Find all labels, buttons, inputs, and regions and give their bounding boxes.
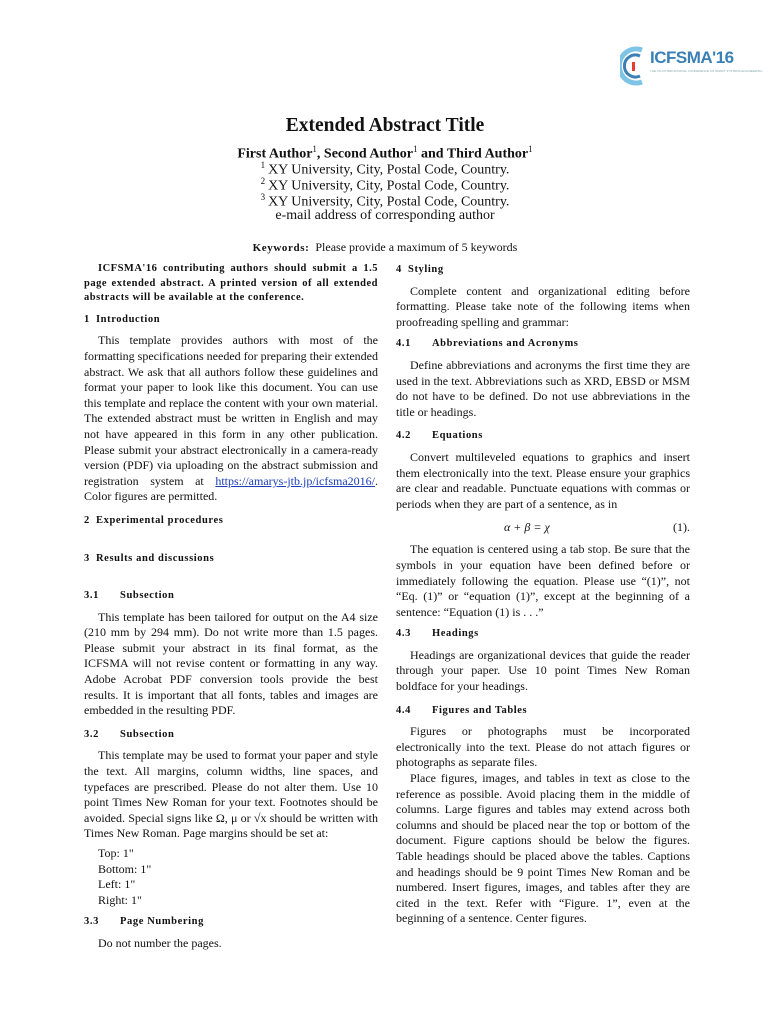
subsection-heading: 4.4 Figures and Tables — [396, 704, 528, 716]
section-paragraph: Complete content and organizational editing before formatting. Please take note of the following items when proofreading spelling and grammar: — [396, 283, 690, 329]
author-affil-sup: 1 — [413, 144, 418, 154]
subsection-paragraph: This template has been tailored for output on the A4 size (210 mm by 294 mm). Do not write more than 1.5 pages. Please submit your abstract in its final format, as the ICFSMA will not revise content or formatting in any way. Adobe Acrobat PDF conversion tools provide the best results. It is important that all fonts, tables and images are embedded in the resulting PDF. — [84, 609, 378, 718]
affiliation-sup: 2 — [260, 176, 266, 186]
subsection-paragraph: The equation is centered using a tab stop. Be sure that the symbols in your equation have been defined before or immediately following the equation. Please use “(1)”, not “Eq. (1)” or “equation (1)”, except at the beginning of a sentence: “Equation (1) is . . .” — [396, 542, 690, 619]
right-column — [396, 262, 690, 927]
author-separator: , — [316, 146, 324, 162]
subsection-heading: 3.1 Subsection — [84, 590, 175, 602]
section-heading: 3 Results and discussions — [84, 552, 215, 564]
keywords-text: Please provide a maximum of 5 keywords — [315, 240, 518, 254]
paper-title: Extended Abstract Title — [285, 115, 485, 136]
margin-item: Right: 1" — [98, 892, 142, 907]
subsection-heading: 3.3 Page Numbering — [84, 916, 204, 928]
subsection-heading: 4.3 Headings — [396, 628, 479, 640]
affiliation-text: XY University, City, Postal Code, Country. — [268, 178, 510, 194]
section-heading: 4 Styling — [396, 264, 444, 275]
logo-mark-icon — [620, 44, 650, 88]
logo-text: ICFSMA'16 — [650, 48, 734, 67]
author-separator: and — [417, 146, 447, 162]
equation-line — [396, 520, 690, 538]
margin-item: Bottom: 1" — [98, 861, 152, 876]
subsection-paragraph: Place figures, images, and tables in text as close to the reference as possible. Avoid placing them in the middle of columns. Large figures and tables may extend across both columns and should be placed near the top or bottom of the document. Figure captions should be below the figures. Table headings should be placed above the tables. Captions and headings should be 9 point Times New Roman and be numbered. Insert figures, images, and tables after they are cited in the text. Refer with “Figure. 1”, even at the beginning of a sentence. Center figures. — [396, 771, 690, 926]
intro-paragraph: This template provides authors with most of the formatting specifications needed for preparing their extended abstract. We ask that all authors follow these guidelines and format your paper to look like this document. You can use this template and replace the content with your own material. The extended abstract must be written in English and may not have appeared in this form in any other publication. Please submit your abstract electronically in a camera-ready version (PDF) via uploading on the abstract submission and registration system at https://amarys-jtb.jp/icfsma2016/. Color figures are permitted. — [84, 333, 378, 504]
keywords-label: Keywords: — [252, 242, 310, 254]
subsection-heading: 4.1 Abbreviations and Acronyms — [396, 338, 579, 350]
abstract-lead: ICFSMA'16 contributing authors should submit a 1.5 page extended abstract. A printed version of all extended abstracts will be available at the conference. — [84, 263, 378, 304]
subsection-paragraph: Convert multileveled equations to graphics and insert them electronically into the text. Please ensure your graphics are clear and readable. Punctuate equations with commas or periods when they are part of a sentence, as in — [396, 449, 690, 511]
subsection-heading: 4.2 Equations — [396, 430, 483, 442]
margin-list — [98, 846, 378, 908]
subsection-paragraph: Do not number the pages. — [98, 935, 222, 950]
corresponding-email: e-mail address of corresponding author — [275, 208, 495, 223]
author-name: Second Author — [323, 146, 413, 162]
author-affil-sup: 1 — [528, 144, 533, 154]
author-name: Third Author — [446, 146, 529, 162]
left-column — [84, 262, 378, 952]
subsection-paragraph: This template may be used to format your paper and style the text. All margins, column widths, line spaces, and typefaces are prescribed. Please do not alter them. Use 10 point Times New Roman for your text. Footnotes should be avoided. Special signs like Ω, μ or √x should be written with Times New Roman. Page margins should be set at: — [84, 748, 378, 841]
subsection-paragraph: Headings are organizational devices that guide the reader through your paper. Use 10 point Times New Roman boldface for your headings. — [396, 647, 690, 694]
author-name: First Author — [237, 146, 313, 162]
logo-subtitle: THE 4TH INTERNATIONAL CONFERENCE ON SMART SYSTEMS ENGINEERING — [650, 69, 763, 73]
subsection-heading: 3.2 Subsection — [84, 728, 175, 740]
margin-item: Left: 1" — [98, 877, 136, 892]
affiliation-text: XY University, City, Postal Code, Country. — [268, 162, 510, 178]
subsection-paragraph: Figures or photographs must be incorporated electronically into the text. Please do not attach figures or photographs as separate files. — [396, 724, 690, 770]
equation-number: (1). — [673, 520, 690, 535]
affiliation-text: XY University, City, Postal Code, Country. — [268, 194, 510, 210]
section-heading: 2 Experimental procedures — [84, 514, 224, 526]
subsection-paragraph: Define abbreviations and acronyms the first time they are used in the text. Abbreviations such as XRD, EBSD or MSM do not have to be defined. Do not use abbreviations in the title or headings. — [396, 357, 690, 419]
keywords-line — [0, 240, 770, 255]
conference-logo — [620, 44, 763, 90]
author-affil-sup: 1 — [312, 144, 317, 154]
margin-item: Top: 1" — [98, 846, 134, 860]
equation: α + β = χ — [504, 520, 550, 535]
affiliation-sup: 3 — [260, 192, 266, 202]
registration-link[interactable]: https://amarys-jtb.jp/icfsma2016/ — [215, 473, 375, 488]
section-heading: 1 Introduction — [84, 313, 161, 325]
affiliation-sup: 1 — [260, 160, 266, 170]
